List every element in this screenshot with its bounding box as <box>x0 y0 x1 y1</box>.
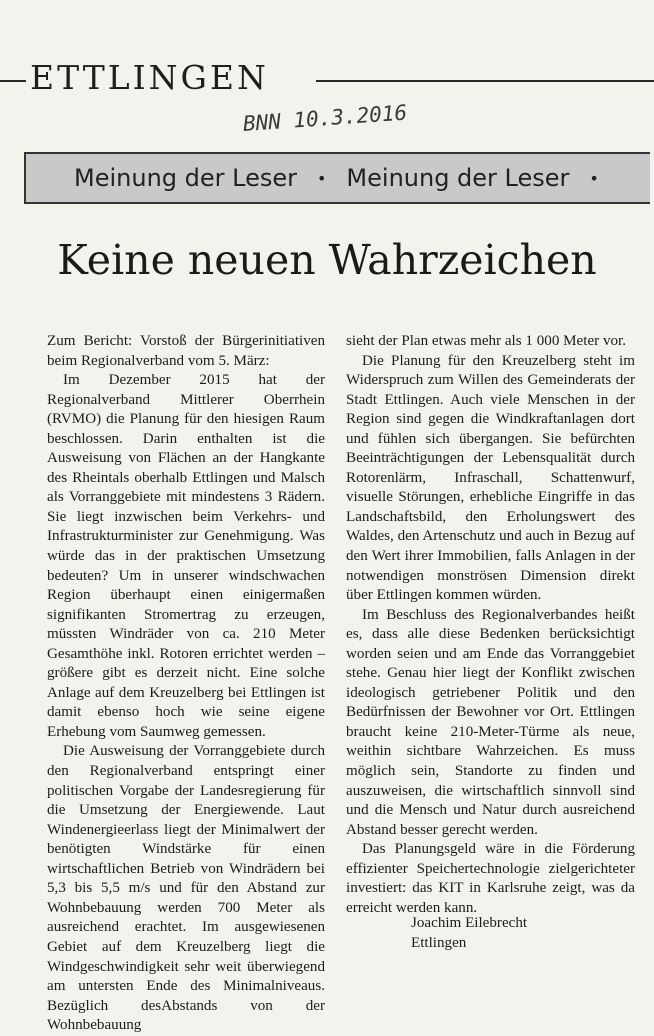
bullet-separator: • <box>316 168 327 188</box>
section-title: ETTLINGEN <box>30 58 269 97</box>
opinion-label: Meinung der Leser <box>74 164 297 192</box>
bullet-separator: • <box>589 168 599 188</box>
article-paragraph-continued: sieht der Plan etwas mehr als 1 000 Meter vor. <box>346 333 627 349</box>
article-paragraph: Im Dezember 2015 hat der Regionalverband Mittlerer Oberrhein (RVMO) die Planung für den hiesigen Raum beschlossen. Darin enthalten ist die Ausweisung von Flächen an der Hangkante des Rheintals oberhalb Ettlingen und Malsch als Vorranggebiete mit mindestens 3 Rädern. Sie liegt inzwischen beim Verkehrs- und Infrastrukturminister zur Genehmigung. Was würde das in der praktischen Umsetzung bedeuten? Um in unserer windschwachen Region überhaupt einen einigermaßen signifikanten Stromertrag zu erzeugen, müssten Windräder von ca. 210 Meter Gesamthöhe inkl. Rotoren errichtet werden – größere gibt es derzeit nicht. Eine solche Anlage auf dem Kreuzelberg bei Ettlingen ist damit ebenso hoch wie seine eigene Erhebung vom Saumweg gemessen. <box>47 372 325 740</box>
author-signature <box>411 914 527 953</box>
article-column-left <box>47 332 325 1036</box>
opinion-banner <box>24 152 650 204</box>
header-rule-right <box>316 80 654 82</box>
author-name: Joachim Eilebrecht <box>411 915 528 931</box>
article-paragraph: Die Ausweisung der Vorranggebiete durch den Regionalverband entspringt einer politischen Vorgabe der Landesregierung für die Umsetzung der Energiewende. Laut Windenergieerlass liegt der Minimalwert der benötigten Windstärke für einen wirtschaftlichen Betrieb von Windrädern bei 5,3 bis 5,5 m/s und für den Abstand zur Wohnbebauung werden 700 Meter als ausreichend erachtet. Im ausgewiesenen Gebiet auf dem Kreuzelberg liegt die Windgeschwindigkeit sehr weit überwiegend am untersten Ende des Minimalniveaus. Bezüglich desAbstands von der Wohnbebauung <box>47 743 325 1034</box>
article-paragraph: Das Planungsgeld wäre in die Förderung effizienter Speichertechnologie zielgerichteter investiert: das KIT in Karlsruhe zeigt, was da erreicht werden kann. <box>346 841 635 916</box>
handwritten-note: BNN 10.3.2016 <box>242 100 408 136</box>
opinion-label: Meinung der Leser <box>346 164 570 192</box>
article-column-right <box>346 332 635 918</box>
article-paragraph: Die Planung für den Kreuzelberg steht im Widerspruch zum Willen des Gemeinderats der Stadt Ettlingen. Auch viele Menschen in der Region sind gegen die Windkraftanlagen dort und fühlen sich übergangen. Sie befürchten Beeinträchtigungen der Lebensqualität durch Rotorenlärm, Infraschall, Schattenwurf, visuelle Störungen, erhebliche Eingriffe in das Landschaftsbild, den Erholungswert des Waldes, den Artenschutz und auch in Bezug auf den Wert ihrer Immobilien, falls Anlagen in der notwendigen monströsen Dimension direkt über Ettlingen kommen würden. <box>346 352 635 604</box>
article-paragraph: Im Beschluss des Regionalverbandes heißt es, dass alle diese Bedenken berücksichtigt worden seien und am Ende das Vorranggebiet stehe. Genau hier liegt der Konflikt zwischen ideologisch getriebener Politik und den Bedürfnissen der Bewohner vor Ort. Ettlingen braucht keine 210-Meter-Türme als neue, weithin sichtbare Wahrzeichen. Es muss möglich sein, Standorte zu finden und auszuweisen, die wirtschaftlich sinnvoll sind und die Mensch und Natur durch ausreichend Abstand besser gerecht werden. <box>346 606 635 838</box>
article-headline: Keine neuen Wahrzeichen <box>57 236 597 284</box>
header-rule-left <box>0 80 26 82</box>
author-city: Ettlingen <box>411 934 467 951</box>
article-intro: Zum Bericht: Vorstoß der Bürgerinitiativen beim Regionalverband vom 5. März: <box>47 333 325 369</box>
